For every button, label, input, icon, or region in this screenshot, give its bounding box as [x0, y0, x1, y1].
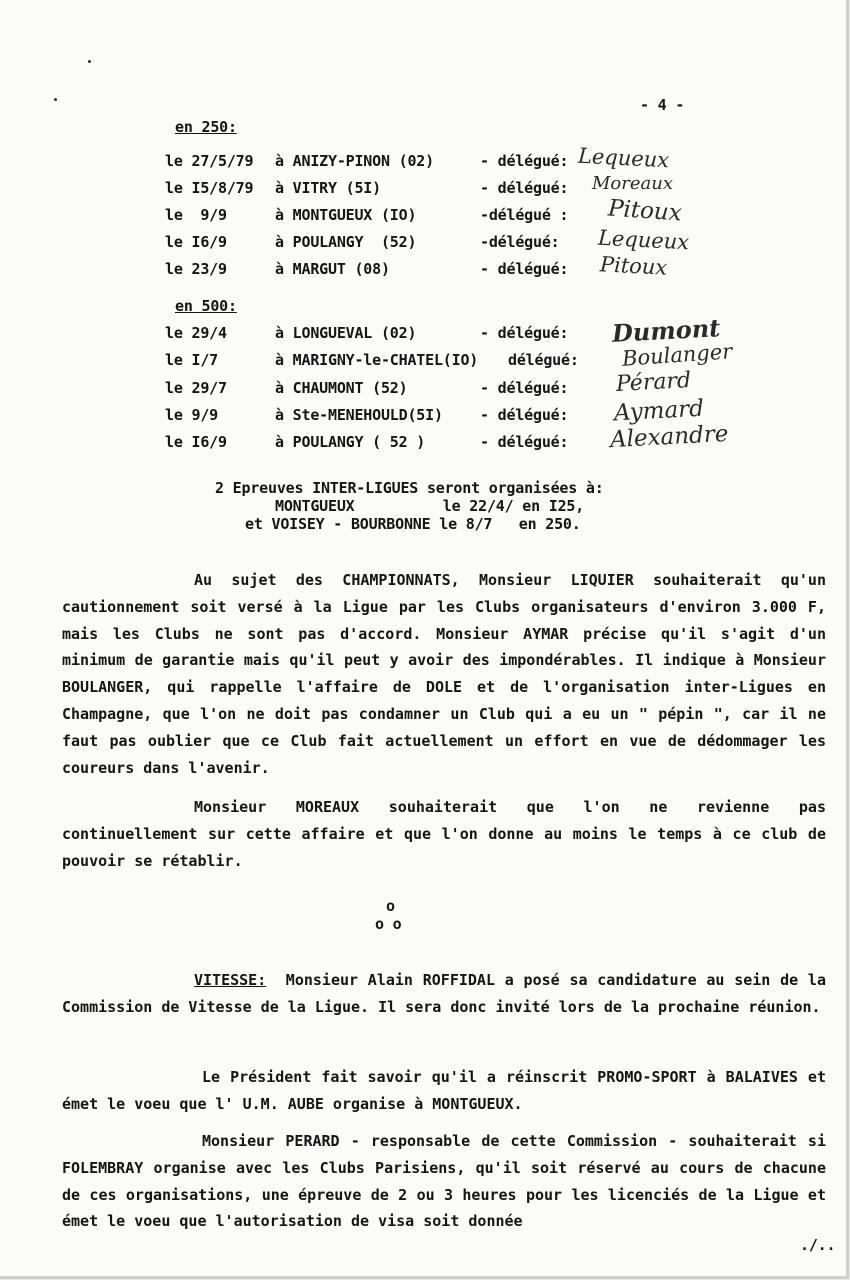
delegate-signature: Pérard: [615, 368, 692, 397]
delegate-signature: Lequeux: [577, 143, 670, 173]
delegate-signature: Aymard: [613, 395, 705, 427]
delegate-signature: Boulanger: [621, 339, 733, 371]
row-delegate-label: - délégué:: [480, 406, 569, 424]
page-number: - 4 -: [640, 96, 685, 114]
delegate-signature: Lequeux: [597, 225, 690, 255]
row-date: le 23/9: [165, 260, 227, 278]
paragraph-vitesse-text: Monsieur Alain ROFFIDAL a posé sa candidature au sein de la Commission de Vitesse de la Ligue. Il sera donc invité lors de la prochaine réunion.: [62, 971, 826, 1016]
heading-en-500: en 500:: [175, 297, 237, 315]
delegate-signature: Moreaux: [592, 173, 673, 194]
row-date: le I/7: [165, 351, 218, 369]
paragraph-moreaux: [62, 794, 826, 874]
paragraph-championnats: [62, 567, 826, 781]
row-delegate-label: - délégué:: [480, 433, 569, 451]
row-date: le I5/8/79: [165, 179, 254, 197]
row-place: à LONGUEVAL (02): [275, 324, 417, 342]
row-place: à MARGUT (08): [275, 260, 390, 278]
row-place: à CHAUMONT (52): [275, 379, 408, 397]
row-date: le 9/9: [165, 206, 227, 224]
inter-ligues-line-3: et VOISEY - BOURBONNE le 8/7 en 250.: [245, 515, 581, 533]
row-date: le 9/9: [165, 406, 218, 424]
vitesse-label: VITESSE:: [194, 971, 267, 989]
row-place: à Ste-MENEHOULD(5I): [275, 406, 443, 424]
row-place: à MONTGUEUX (IO): [275, 206, 417, 224]
row-place: à POULANGY (52): [275, 233, 417, 251]
delegate-signature: Dumont: [611, 313, 721, 348]
heading-en-250: en 250:: [175, 118, 237, 136]
row-delegate-label: - délégué:: [480, 260, 569, 278]
row-date: le I6/9: [165, 433, 227, 451]
paragraph-championnats-text: Au sujet des CHAMPIONNATS, Monsieur LIQUIER souhaiterait qu'un cautionnement soit versé à la Ligue par les Clubs organisateurs d'environ 3.000 F, mais les Clubs ne sont pas d'accord. Monsieur AYMAR précise qu'il s'agit d'un minimum de garantie mais qu'il peut y avoir des impondérables. Il indique à Monsieur BOULANGER, qui rappelle l'affaire de DOLE et de l'organisation inter-Ligues en Champagne, que l'on ne doit pas condamner un Club qui a eu un " pépin ", car il ne faut pas oublier que ce Club fait actuellement un effort en vue de dédommager les coureurs dans l'avenir.: [62, 571, 826, 777]
continuation-mark: ./..: [800, 1236, 836, 1254]
row-date: le 29/7: [165, 379, 227, 397]
row-delegate-label: - délégué:: [480, 152, 569, 170]
delegate-signature: Alexandre: [609, 420, 730, 454]
separator-bottom: o o: [375, 915, 402, 933]
row-delegate-label: - délégué:: [480, 324, 569, 342]
row-date: le 27/5/79: [165, 152, 254, 170]
paragraph-perard: [62, 1128, 826, 1235]
paragraph-perard-text: Monsieur PERARD - responsable de cette Commission - souhaiterait si FOLEMBRAY organise avec les Clubs Parisiens, qu'il soit réservé au cours de chacune de ces organisations, une épreuve de 2 ou 3 heures pour les licenciés de la Ligue et émet le voeu que l'autorisation de visa soit donnée: [62, 1132, 826, 1231]
row-date: le I6/9: [165, 233, 227, 251]
row-delegate-label: -délégué :: [480, 206, 569, 224]
separator-top: o: [386, 897, 395, 915]
paragraph-president-text: Le Président fait savoir qu'il a réinscrit PROMO-SPORT à BALAIVES et émet le voeu que l' U.M. AUBE organise à MONTGUEUX.: [62, 1068, 826, 1113]
row-delegate-label: -délégué:: [480, 233, 560, 251]
delegate-signature: Pitoux: [599, 252, 668, 280]
row-place: à VITRY (5I): [275, 179, 381, 197]
inter-ligues-line-2: MONTGUEUX le 22/4/ en I25,: [275, 497, 585, 515]
paragraph-moreaux-text: Monsieur MOREAUX souhaiterait que l'on ne revienne pas continuellement sur cette affaire et que l'on donne au moins le temps à ce club de pouvoir se rétablir.: [62, 798, 826, 870]
paper-speck: [88, 60, 91, 63]
paragraph-vitesse: [62, 967, 826, 1021]
paper-speck: [54, 98, 57, 101]
row-delegate-label: délégué:: [508, 351, 579, 369]
row-delegate-label: - délégué:: [480, 379, 569, 397]
delegate-signature: Pitoux: [607, 195, 683, 227]
inter-ligues-line-1: 2 Epreuves INTER-LIGUES seront organisées à:: [215, 479, 604, 497]
row-place: à MARIGNY-le-CHATEL(IO): [275, 351, 479, 369]
paragraph-president: [62, 1064, 826, 1118]
row-delegate-label: - délégué:: [480, 179, 569, 197]
row-place: à ANIZY-PINON (02): [275, 152, 434, 170]
row-place: à POULANGY ( 52 ): [275, 433, 426, 451]
row-date: le 29/4: [165, 324, 227, 342]
